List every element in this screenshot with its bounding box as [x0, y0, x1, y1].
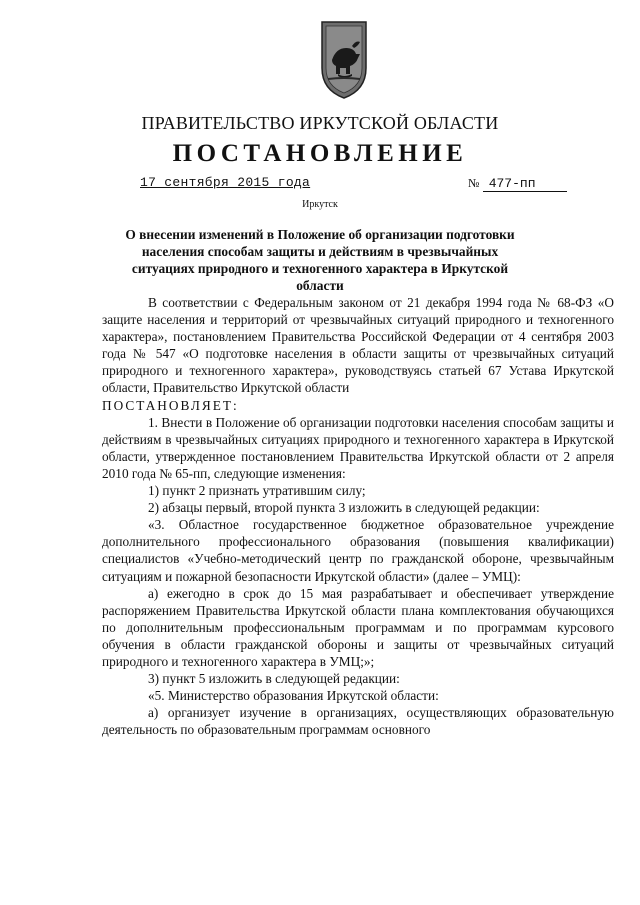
- document-body: [102, 294, 614, 738]
- document-type: ПОСТАНОВЛЕНИЕ: [172, 140, 468, 167]
- paragraph: В соответствии с Федеральным законом от 21 декабря 1994 года № 68-ФЗ «О защите населения и территорий от чрезвычайных ситуаций природного и техногенного характера», постановлением Правительства Российской Федерации от 4 сентября 2003 года № 547 «О подготовке населения в области защиты от чрезвычайных ситуаций природного и техногенного характера», руководствуясь статьей 67 Устава Иркутской области, Правительство Иркутской области: [102, 295, 614, 396]
- number-sign: №: [468, 176, 480, 190]
- paragraph: «3. Областное государственное бюджетное образовательное учреждение дополнительного профессионального образования (повышения квалификации) специалистов «Учебно-методический центр по гражданской обороне, чрезвычайным ситуациям и пожарной безопасности Иркутской области» (далее – УМЦ):: [102, 517, 614, 584]
- document-date: 17 сентября 2015 года: [140, 175, 311, 190]
- paragraph: а) организует изучение в организациях, осуществляющих образовательную деятельность по образовательным программам основного: [102, 705, 614, 738]
- paragraph: 1. Внести в Положение об организации подготовки населения способам защиты и действиям в чрезвычайных ситуациях природного и техногенного характера в Иркутской области, утвержденное постановлением Правительства Иркутской области от 2 апреля 2010 года № 65-пп, следующие изменения:: [102, 414, 614, 481]
- government-title: ПРАВИТЕЛЬСТВО ИРКУТСКОЙ ОБЛАСТИ: [141, 113, 499, 133]
- paragraph: 3) пункт 5 изложить в следующей редакции:: [148, 671, 400, 687]
- document-number-block: [468, 175, 567, 192]
- document-heading: О внесении изменений в Положение об организации подготовки населения способам защиты и действиям в чрезвычайных ситуациях природного и техногенного характера в Иркутской области: [125, 227, 515, 293]
- resolution-word: ПОСТАНОВЛЯЕТ:: [102, 397, 239, 413]
- document-number: 477-пп: [483, 177, 567, 192]
- paragraph: а) ежегодно в срок до 15 мая разрабатывает и обеспечивает утверждение распоряжением Правительства Иркутской области плана комплектования обучающихся по дополнительным профессиональным программам и по программам курсового обучения в области гражданской обороны и защиты от чрезвычайных ситуаций природного и техногенного характера в УМЦ;»;: [102, 585, 614, 669]
- coat-of-arms-emblem: [316, 18, 372, 100]
- paragraph: 1) пункт 2 признать утратившим силу;: [148, 483, 366, 499]
- paragraph: «5. Министерство образования Иркутской области:: [148, 688, 439, 704]
- paragraph: 2) абзацы первый, второй пункта 3 изложить в следующей редакции:: [148, 500, 540, 516]
- city-label: Иркутск: [302, 199, 338, 210]
